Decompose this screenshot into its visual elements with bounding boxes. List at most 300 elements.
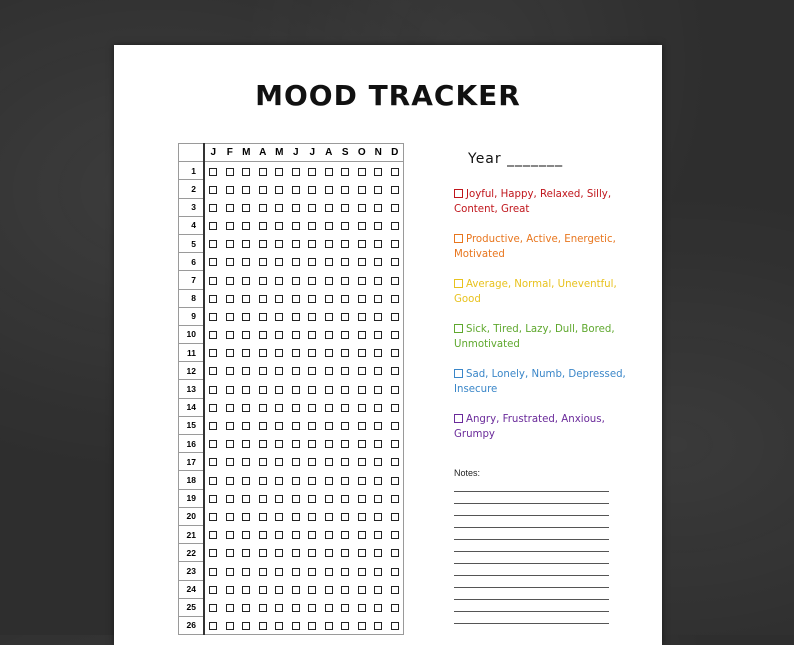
mood-checkbox[interactable] [275,458,283,466]
mood-checkbox[interactable] [259,186,267,194]
mood-checkbox[interactable] [226,458,234,466]
mood-checkbox[interactable] [358,277,366,285]
mood-checkbox[interactable] [308,258,316,266]
mood-checkbox[interactable] [391,586,399,594]
mood-checkbox[interactable] [308,622,316,630]
mood-checkbox[interactable] [242,258,250,266]
mood-checkbox[interactable] [374,168,382,176]
mood-checkbox[interactable] [275,422,283,430]
mood-checkbox[interactable] [358,513,366,521]
mood-checkbox[interactable] [341,313,349,321]
mood-checkbox[interactable] [209,313,217,321]
mood-checkbox[interactable] [358,586,366,594]
mood-checkbox[interactable] [374,222,382,230]
note-line[interactable] [454,491,609,492]
mood-checkbox[interactable] [226,404,234,412]
mood-checkbox[interactable] [325,622,333,630]
mood-checkbox[interactable] [259,458,267,466]
mood-checkbox[interactable] [374,458,382,466]
mood-checkbox[interactable] [341,568,349,576]
mood-checkbox[interactable] [308,531,316,539]
mood-checkbox[interactable] [259,477,267,485]
mood-checkbox[interactable] [209,386,217,394]
mood-checkbox[interactable] [391,313,399,321]
mood-checkbox[interactable] [292,313,300,321]
mood-checkbox[interactable] [275,204,283,212]
mood-checkbox[interactable] [308,168,316,176]
mood-checkbox[interactable] [259,331,267,339]
mood-checkbox[interactable] [374,404,382,412]
mood-checkbox-icon[interactable] [454,234,463,243]
mood-checkbox[interactable] [341,277,349,285]
mood-checkbox[interactable] [209,295,217,303]
mood-checkbox[interactable] [259,313,267,321]
mood-checkbox[interactable] [325,295,333,303]
mood-checkbox[interactable] [226,513,234,521]
mood-checkbox[interactable] [325,240,333,248]
mood-checkbox[interactable] [391,349,399,357]
mood-checkbox[interactable] [275,586,283,594]
mood-checkbox[interactable] [308,277,316,285]
mood-checkbox[interactable] [242,477,250,485]
note-line[interactable] [454,611,609,612]
mood-checkbox[interactable] [275,440,283,448]
mood-checkbox[interactable] [275,549,283,557]
mood-checkbox[interactable] [259,240,267,248]
mood-checkbox[interactable] [226,331,234,339]
mood-checkbox[interactable] [226,531,234,539]
mood-checkbox[interactable] [292,204,300,212]
mood-checkbox[interactable] [325,422,333,430]
mood-checkbox[interactable] [391,568,399,576]
mood-checkbox[interactable] [275,186,283,194]
mood-checkbox[interactable] [341,604,349,612]
mood-checkbox[interactable] [259,568,267,576]
mood-checkbox[interactable] [374,277,382,285]
mood-checkbox[interactable] [209,549,217,557]
mood-checkbox[interactable] [374,313,382,321]
mood-checkbox[interactable] [242,222,250,230]
mood-checkbox[interactable] [374,204,382,212]
mood-checkbox[interactable] [226,240,234,248]
mood-checkbox[interactable] [325,568,333,576]
mood-checkbox[interactable] [341,222,349,230]
mood-checkbox[interactable] [209,367,217,375]
mood-checkbox[interactable] [226,204,234,212]
mood-checkbox[interactable] [358,367,366,375]
mood-checkbox[interactable] [325,513,333,521]
mood-checkbox[interactable] [209,586,217,594]
mood-checkbox[interactable] [391,168,399,176]
mood-checkbox[interactable] [209,568,217,576]
mood-checkbox[interactable] [275,222,283,230]
mood-checkbox[interactable] [209,331,217,339]
mood-checkbox[interactable] [275,568,283,576]
mood-checkbox[interactable] [308,586,316,594]
mood-checkbox[interactable] [292,168,300,176]
mood-checkbox[interactable] [226,422,234,430]
mood-checkbox[interactable] [374,568,382,576]
mood-checkbox[interactable] [242,404,250,412]
mood-checkbox[interactable] [242,277,250,285]
mood-checkbox[interactable] [292,331,300,339]
mood-checkbox[interactable] [308,295,316,303]
mood-checkbox[interactable] [308,404,316,412]
mood-checkbox[interactable] [275,349,283,357]
mood-checkbox[interactable] [325,604,333,612]
mood-checkbox[interactable] [259,204,267,212]
mood-checkbox[interactable] [308,495,316,503]
mood-checkbox[interactable] [259,258,267,266]
mood-checkbox[interactable] [275,622,283,630]
mood-checkbox[interactable] [275,513,283,521]
note-line[interactable] [454,551,609,552]
mood-checkbox[interactable] [308,568,316,576]
mood-checkbox[interactable] [374,349,382,357]
mood-checkbox[interactable] [209,622,217,630]
mood-checkbox[interactable] [275,531,283,539]
mood-checkbox[interactable] [308,477,316,485]
mood-checkbox[interactable] [391,422,399,430]
mood-checkbox[interactable] [275,404,283,412]
mood-checkbox[interactable] [341,386,349,394]
mood-checkbox[interactable] [391,622,399,630]
mood-checkbox[interactable] [226,349,234,357]
mood-checkbox[interactable] [374,622,382,630]
mood-checkbox[interactable] [358,404,366,412]
mood-checkbox[interactable] [259,295,267,303]
mood-checkbox[interactable] [358,186,366,194]
mood-checkbox[interactable] [259,222,267,230]
mood-checkbox[interactable] [242,367,250,375]
mood-checkbox[interactable] [242,458,250,466]
mood-checkbox[interactable] [275,168,283,176]
mood-checkbox[interactable] [325,186,333,194]
mood-checkbox[interactable] [226,386,234,394]
mood-checkbox[interactable] [341,168,349,176]
mood-checkbox[interactable] [209,204,217,212]
mood-checkbox[interactable] [292,367,300,375]
mood-checkbox[interactable] [374,440,382,448]
mood-checkbox[interactable] [275,477,283,485]
mood-checkbox[interactable] [391,386,399,394]
mood-checkbox[interactable] [259,277,267,285]
mood-checkbox[interactable] [325,168,333,176]
mood-checkbox[interactable] [292,458,300,466]
mood-checkbox[interactable] [391,458,399,466]
note-line[interactable] [454,587,609,588]
mood-checkbox[interactable] [308,386,316,394]
mood-checkbox[interactable] [259,349,267,357]
mood-checkbox[interactable] [292,295,300,303]
mood-checkbox[interactable] [325,404,333,412]
mood-checkbox[interactable] [259,586,267,594]
mood-checkbox-icon[interactable] [454,189,463,198]
mood-checkbox[interactable] [275,295,283,303]
mood-checkbox[interactable] [292,477,300,485]
mood-checkbox[interactable] [391,549,399,557]
mood-checkbox[interactable] [308,458,316,466]
mood-checkbox[interactable] [242,440,250,448]
mood-checkbox[interactable] [341,204,349,212]
mood-checkbox[interactable] [358,477,366,485]
mood-checkbox[interactable] [275,495,283,503]
mood-checkbox[interactable] [209,222,217,230]
mood-checkbox[interactable] [358,604,366,612]
mood-checkbox[interactable] [341,549,349,557]
mood-checkbox[interactable] [242,240,250,248]
mood-checkbox[interactable] [275,331,283,339]
mood-checkbox[interactable] [209,440,217,448]
mood-checkbox[interactable] [325,586,333,594]
mood-checkbox[interactable] [358,313,366,321]
mood-checkbox[interactable] [325,349,333,357]
year-field[interactable]: Year _______ [468,151,564,167]
mood-checkbox[interactable] [391,295,399,303]
mood-checkbox[interactable] [374,531,382,539]
mood-checkbox[interactable] [275,367,283,375]
mood-checkbox[interactable] [374,367,382,375]
mood-checkbox[interactable] [209,604,217,612]
mood-checkbox[interactable] [308,313,316,321]
mood-checkbox[interactable] [292,440,300,448]
mood-checkbox[interactable] [358,622,366,630]
mood-checkbox[interactable] [308,513,316,521]
mood-checkbox[interactable] [242,295,250,303]
mood-checkbox[interactable] [358,531,366,539]
mood-checkbox[interactable] [325,367,333,375]
mood-checkbox[interactable] [325,258,333,266]
mood-checkbox[interactable] [358,422,366,430]
mood-checkbox-icon[interactable] [454,279,463,288]
mood-checkbox[interactable] [341,240,349,248]
mood-checkbox[interactable] [341,186,349,194]
mood-checkbox[interactable] [341,440,349,448]
mood-checkbox[interactable] [292,277,300,285]
mood-checkbox[interactable] [325,331,333,339]
mood-checkbox[interactable] [374,477,382,485]
mood-checkbox[interactable] [358,258,366,266]
mood-checkbox[interactable] [391,604,399,612]
mood-checkbox[interactable] [259,495,267,503]
mood-checkbox[interactable] [209,277,217,285]
mood-checkbox[interactable] [308,367,316,375]
mood-checkbox[interactable] [325,531,333,539]
mood-checkbox[interactable] [341,422,349,430]
mood-checkbox[interactable] [242,622,250,630]
mood-checkbox[interactable] [341,622,349,630]
note-line[interactable] [454,527,609,528]
mood-checkbox[interactable] [325,313,333,321]
mood-checkbox[interactable] [358,168,366,176]
mood-checkbox[interactable] [391,240,399,248]
mood-checkbox[interactable] [226,549,234,557]
mood-checkbox[interactable] [358,549,366,557]
mood-checkbox[interactable] [325,549,333,557]
mood-checkbox[interactable] [374,422,382,430]
mood-checkbox[interactable] [242,568,250,576]
mood-checkbox[interactable] [292,568,300,576]
mood-checkbox[interactable] [308,186,316,194]
mood-checkbox[interactable] [358,222,366,230]
mood-checkbox[interactable] [242,604,250,612]
mood-checkbox[interactable] [209,258,217,266]
mood-checkbox[interactable] [259,168,267,176]
mood-checkbox[interactable] [308,440,316,448]
mood-checkbox[interactable] [292,240,300,248]
mood-checkbox[interactable] [275,277,283,285]
mood-checkbox[interactable] [242,349,250,357]
mood-checkbox[interactable] [374,586,382,594]
mood-checkbox[interactable] [358,458,366,466]
mood-checkbox[interactable] [209,422,217,430]
mood-checkbox[interactable] [292,531,300,539]
note-line[interactable] [454,563,609,564]
mood-checkbox[interactable] [226,367,234,375]
mood-checkbox[interactable] [374,258,382,266]
mood-checkbox[interactable] [325,277,333,285]
mood-checkbox[interactable] [242,386,250,394]
mood-checkbox[interactable] [325,458,333,466]
note-line[interactable] [454,503,609,504]
mood-checkbox[interactable] [308,331,316,339]
mood-checkbox[interactable] [292,422,300,430]
mood-checkbox[interactable] [325,477,333,485]
mood-checkbox[interactable] [308,204,316,212]
mood-checkbox[interactable] [242,204,250,212]
mood-checkbox[interactable] [259,549,267,557]
mood-checkbox[interactable] [242,168,250,176]
mood-checkbox[interactable] [325,440,333,448]
mood-checkbox[interactable] [292,586,300,594]
mood-checkbox[interactable] [341,258,349,266]
mood-checkbox[interactable] [374,513,382,521]
mood-checkbox[interactable] [391,331,399,339]
mood-checkbox[interactable] [341,404,349,412]
mood-checkbox[interactable] [292,222,300,230]
mood-checkbox[interactable] [226,495,234,503]
mood-checkbox[interactable] [242,531,250,539]
mood-checkbox[interactable] [391,258,399,266]
mood-checkbox[interactable] [259,404,267,412]
mood-checkbox[interactable] [374,386,382,394]
mood-checkbox[interactable] [242,549,250,557]
mood-checkbox[interactable] [374,549,382,557]
mood-checkbox[interactable] [226,222,234,230]
mood-checkbox[interactable] [358,440,366,448]
mood-checkbox[interactable] [292,495,300,503]
mood-checkbox[interactable] [209,458,217,466]
mood-checkbox[interactable] [374,295,382,303]
mood-checkbox[interactable] [391,531,399,539]
mood-checkbox[interactable] [325,222,333,230]
mood-checkbox[interactable] [391,204,399,212]
mood-checkbox[interactable] [209,186,217,194]
mood-checkbox[interactable] [226,568,234,576]
mood-checkbox[interactable] [209,513,217,521]
mood-checkbox[interactable] [341,458,349,466]
mood-checkbox[interactable] [308,240,316,248]
mood-checkbox[interactable] [308,604,316,612]
mood-checkbox-icon[interactable] [454,324,463,333]
mood-checkbox[interactable] [259,531,267,539]
mood-checkbox[interactable] [341,367,349,375]
mood-checkbox[interactable] [259,367,267,375]
mood-checkbox[interactable] [374,240,382,248]
mood-checkbox[interactable] [308,549,316,557]
mood-checkbox[interactable] [391,440,399,448]
mood-checkbox[interactable] [259,604,267,612]
mood-checkbox[interactable] [308,422,316,430]
mood-checkbox[interactable] [226,440,234,448]
mood-checkbox[interactable] [391,404,399,412]
mood-checkbox[interactable] [259,422,267,430]
mood-checkbox[interactable] [226,586,234,594]
note-line[interactable] [454,599,609,600]
mood-checkbox[interactable] [374,331,382,339]
note-line[interactable] [454,539,609,540]
mood-checkbox[interactable] [242,586,250,594]
mood-checkbox[interactable] [325,386,333,394]
mood-checkbox[interactable] [292,404,300,412]
mood-checkbox[interactable] [226,313,234,321]
mood-checkbox[interactable] [358,495,366,503]
mood-checkbox[interactable] [391,277,399,285]
mood-checkbox[interactable] [358,331,366,339]
mood-checkbox[interactable] [292,186,300,194]
mood-checkbox[interactable] [292,513,300,521]
mood-checkbox-icon[interactable] [454,414,463,423]
mood-checkbox[interactable] [209,495,217,503]
mood-checkbox[interactable] [391,367,399,375]
mood-checkbox[interactable] [358,240,366,248]
mood-checkbox[interactable] [358,204,366,212]
mood-checkbox[interactable] [226,604,234,612]
mood-checkbox[interactable] [341,495,349,503]
mood-checkbox[interactable] [259,440,267,448]
mood-checkbox[interactable] [242,186,250,194]
mood-checkbox[interactable] [226,186,234,194]
mood-checkbox[interactable] [209,477,217,485]
mood-checkbox[interactable] [374,604,382,612]
mood-checkbox[interactable] [259,386,267,394]
note-line[interactable] [454,623,609,624]
mood-checkbox[interactable] [341,586,349,594]
mood-checkbox[interactable] [358,386,366,394]
mood-checkbox[interactable] [391,222,399,230]
mood-checkbox[interactable] [226,622,234,630]
mood-checkbox[interactable] [275,386,283,394]
mood-checkbox[interactable] [209,240,217,248]
mood-checkbox[interactable] [391,495,399,503]
mood-checkbox[interactable] [242,513,250,521]
mood-checkbox[interactable] [358,568,366,576]
mood-checkbox[interactable] [341,531,349,539]
mood-checkbox[interactable] [341,349,349,357]
mood-checkbox[interactable] [242,422,250,430]
mood-checkbox[interactable] [374,495,382,503]
mood-checkbox[interactable] [275,604,283,612]
mood-checkbox[interactable] [325,495,333,503]
mood-checkbox[interactable] [358,349,366,357]
mood-checkbox[interactable] [341,331,349,339]
mood-checkbox[interactable] [242,313,250,321]
mood-checkbox[interactable] [308,222,316,230]
mood-checkbox[interactable] [292,604,300,612]
mood-checkbox[interactable] [209,531,217,539]
mood-checkbox[interactable] [292,622,300,630]
mood-checkbox[interactable] [275,258,283,266]
